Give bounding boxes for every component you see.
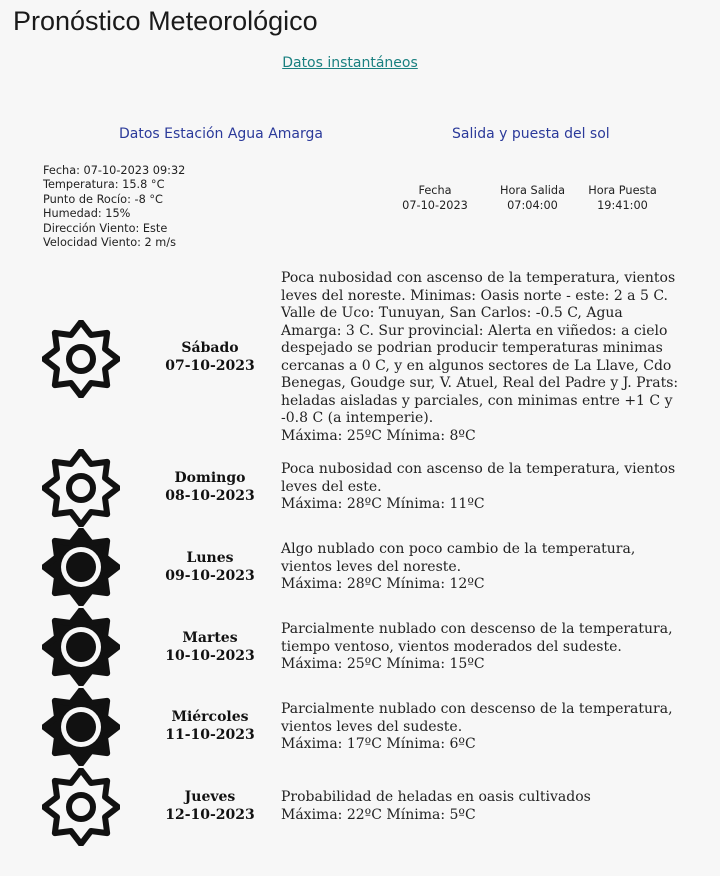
forecast-minmax: Máxima: 28ºC Mínima: 11ºC [281, 496, 485, 512]
forecast-day: Jueves [184, 789, 236, 805]
station-date: Fecha: 07-10-2023 09:32 [43, 164, 186, 177]
forecast-text [281, 789, 681, 824]
forecast-date: 10-10-2023 [165, 647, 255, 664]
forecast-date: 11-10-2023 [165, 726, 255, 743]
forecast-date: 07-10-2023 [165, 357, 255, 374]
forecast-day: Lunes [186, 550, 234, 566]
sun-filled-icon [42, 688, 120, 766]
sun-col-sunrise [480, 183, 585, 213]
forecast-day: Sábado [181, 340, 239, 356]
sun-col-date [400, 183, 470, 213]
forecast-day-label [150, 550, 270, 585]
sun-header-sunset: Hora Puesta [588, 184, 657, 197]
forecast-description: Poca nubosidad con ascenso de la temperatura, vientos leves del noreste. Minimas: Oasis norte - este: 2 a 5 C. Valle de Uco: Tunuyan, San Carlos: -0.5 C, Agua Amarga: 3 C. Sur provincial: Alerta en viñedos: a cielo despejado se podrian producir temperaturas minimas cercanas a 0 C, y en algunos sectores de La Llave, Cdo Benegas, Goudge sur, V. Atuel, Real del Padre y J. Prats: heladas aisladas y parciales, con minimas entre +1 C y -0.8 C (a intemperie). [281, 270, 679, 426]
forecast-text [281, 270, 681, 445]
forecast-minmax: Máxima: 28ºC Mínima: 12ºC [281, 576, 485, 592]
forecast-day-label [150, 630, 270, 665]
forecast-day-label [150, 470, 270, 505]
sun-value-sunset: 19:41:00 [597, 199, 648, 212]
forecast-description: Parcialmente nublado con descenso de la temperatura, vientos leves del sudeste. [281, 701, 673, 735]
sun-filled-icon [42, 528, 120, 606]
station-data [43, 164, 185, 250]
page-title: Pronóstico Meteorológico [13, 6, 318, 36]
forecast-day-label [150, 340, 270, 375]
sun-outline-icon [42, 320, 120, 398]
forecast-day: Martes [182, 630, 238, 646]
sun-heading: Salida y puesta del sol [452, 126, 610, 142]
station-humidity: Humedad: 15% [43, 207, 131, 221]
sun-header-date: Fecha [418, 184, 452, 197]
sun-outline-icon [42, 449, 120, 527]
forecast-day: Domingo [174, 470, 246, 486]
forecast-minmax: Máxima: 25ºC Mínima: 8ºC [281, 427, 476, 444]
forecast-day: Miércoles [171, 709, 249, 725]
station-dew-point: Punto de Rocío: -8 °C [43, 192, 163, 206]
forecast-description: Poca nubosidad con ascenso de la temperatura, vientos leves del este. [281, 461, 676, 495]
sun-outline-icon [42, 768, 120, 846]
forecast-day-label [150, 789, 270, 824]
forecast-description: Parcialmente nublado con descenso de la temperatura, tiempo ventoso, vientos moderados del sudeste. [281, 621, 673, 655]
station-wind-direction: Dirección Viento: Este [43, 221, 168, 235]
forecast-text [281, 621, 681, 674]
forecast-text [281, 461, 681, 514]
station-heading: Datos Estación Agua Amarga [119, 126, 323, 142]
sun-value-date: 07-10-2023 [402, 199, 468, 212]
sun-value-sunrise: 07:04:00 [507, 199, 558, 212]
forecast-date: 09-10-2023 [165, 567, 255, 584]
forecast-description: Probabilidad de heladas en oasis cultivados [281, 789, 591, 805]
forecast-date: 12-10-2023 [165, 806, 255, 823]
sun-filled-icon [42, 608, 120, 686]
forecast-text [281, 541, 681, 594]
station-wind-speed: Velocidad Viento: 2 m/s [43, 236, 176, 250]
sun-col-sunset [585, 183, 660, 213]
instant-data-link[interactable]: Datos instantáneos [282, 55, 418, 71]
sun-header-sunrise: Hora Salida [499, 184, 566, 197]
forecast-minmax: Máxima: 17ºC Mínima: 6ºC [281, 736, 476, 752]
forecast-description: Algo nublado con poco cambio de la temperatura, vientos leves del noreste. [281, 541, 636, 575]
forecast-date: 08-10-2023 [165, 487, 255, 504]
sun-table [400, 183, 660, 213]
forecast-day-label [150, 709, 270, 744]
station-temperature: Temperatura: 15.8 °C [43, 178, 165, 192]
forecast-minmax: Máxima: 25ºC Mínima: 15ºC [281, 656, 485, 672]
forecast-minmax: Máxima: 22ºC Mínima: 5ºC [281, 806, 476, 823]
forecast-text [281, 701, 681, 754]
